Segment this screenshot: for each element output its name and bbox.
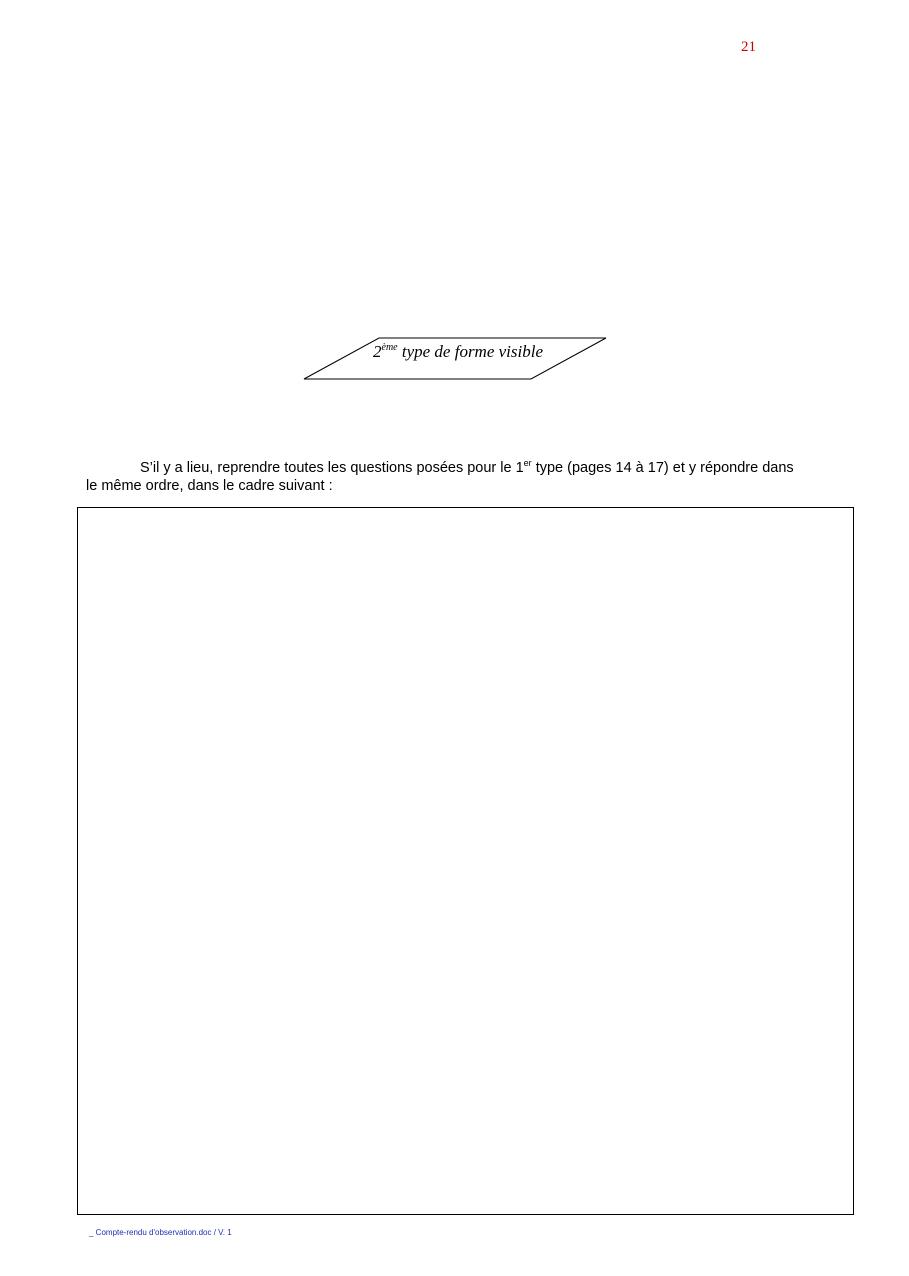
section-title [373, 342, 543, 362]
page-number: 21 [741, 39, 756, 55]
instruction-line-1 [86, 454, 846, 477]
title-ordinal: 2 [373, 342, 382, 361]
section-title-parallelogram [303, 337, 608, 381]
answer-frame[interactable] [77, 507, 854, 1215]
instruction-line-2: le même ordre, dans le cadre suivant : [86, 478, 333, 494]
title-ordinal-suffix: ème [381, 342, 398, 353]
footer-filename: _ Compte-rendu d'observation.doc / V. 1 [89, 1228, 232, 1237]
instruction-part-1: S’il y a lieu, reprendre toutes les questions posées pour le 1 [140, 460, 524, 476]
title-text: type de forme visible [401, 342, 544, 361]
instruction-paragraph [86, 454, 846, 495]
instruction-superscript: er [523, 458, 532, 468]
instruction-part-2: type (pages 14 à 17) et y répondre dans [531, 460, 794, 476]
